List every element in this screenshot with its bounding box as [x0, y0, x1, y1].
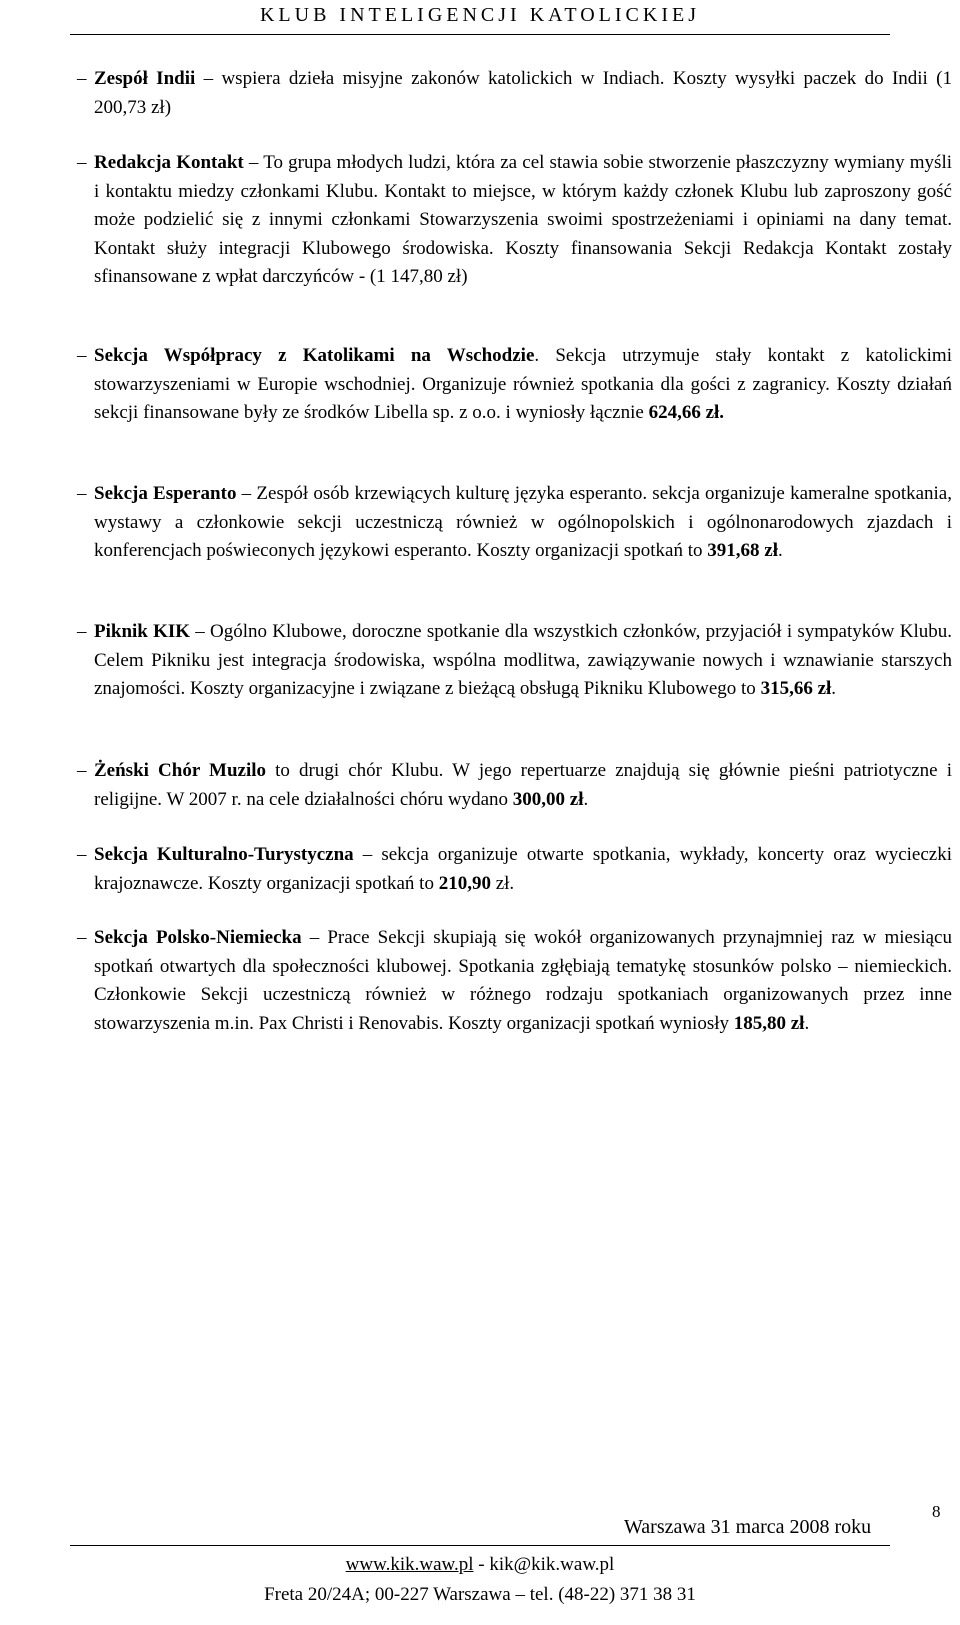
section-zespol-indii	[77, 65, 953, 122]
section-text-end: .	[777, 540, 783, 561]
bullet-dash: –	[77, 152, 87, 173]
email-address[interactable]: kik@kik.waw.pl	[489, 1554, 615, 1575]
header-divider	[70, 34, 890, 35]
section-redakcja-kontakt	[77, 149, 952, 292]
bullet-dash: –	[77, 760, 87, 781]
header-title: KLUB INTELIGENCJI KATOLICKIEJ	[259, 4, 701, 26]
bullet-dash: –	[77, 345, 87, 366]
bullet-dash: –	[77, 68, 87, 89]
section-text: – wspiera dzieła misyjne zakonów katolickich w Indiach. Koszty wysyłki paczek do Indii (1 200,73 zł)	[94, 68, 953, 118]
section-cost: 391,68 zł	[707, 540, 778, 561]
footer-divider	[70, 1545, 890, 1546]
footer-separator: -	[473, 1554, 490, 1575]
section-kulturalno-turystyczna	[77, 841, 952, 898]
section-cost: 624,66 zł.	[648, 402, 725, 423]
section-title: Sekcja Kulturalno-Turystyczna	[94, 844, 354, 865]
section-text: to drugi chór Klubu. W jego repertuarze znajdują się głównie pieśni patriotyczne i religijne. W 2007 r. na cele działalności chóru wydano	[94, 760, 953, 810]
section-wspolpraca-wschod	[77, 342, 952, 428]
section-title: Redakcja Kontakt	[94, 152, 244, 173]
section-cost: 315,66 zł	[760, 678, 832, 699]
section-text: – Ogólno Klubowe, doroczne spotkanie dla wszystkich członków, przyjaciół i sympatyków Klubu. Celem Pikniku jest integracja środowiska, wspólna modlitwa, zawiązywanie nowych i wznawianie starszych znajomości. Koszty organizacyjne i związane z bieżącą obsługą Pikniku Klubowego to	[94, 621, 952, 699]
bullet-dash: –	[77, 483, 87, 504]
section-esperanto	[77, 480, 952, 566]
section-title: Sekcja Esperanto	[94, 483, 237, 504]
section-text: – Zespół osób krzewiących kulturę języka esperanto. sekcja organizuje kameralne spotkania, wystawy a członkowie sekcji uczestniczą również w ogólnopolskich i ogólnonarodowych zjazdach i konferencjach poświeconych językowi esperanto. Koszty organizacji spotkań to	[94, 483, 952, 561]
section-chor-muzilo	[77, 757, 953, 814]
section-text: – To grupa młodych ludzi, która za cel stawia sobie stworzenie płaszczyzny wymiany myśli i kontaktu miedzy członkami Klubu. Kontakt to miejsce, w którym każdy członek Klubu lub zaproszony gość może podzielić się z innymi członkami Stowarzyszenia swoimi spostrzeżeniami i opiniami na dany temat. Kontakt służy integracji Klubowego środowiska. Koszty finansowania Sekcji Redakcja Kontakt zostały sfinansowane z wpłat darczyńców - (1 147,80 zł)	[94, 152, 952, 287]
footer-contact-line	[0, 1554, 960, 1576]
section-cost: 210,90	[438, 872, 491, 894]
section-text: – sekcja organizuje otwarte spotkania, wykłady, koncerty oraz wycieczki krajoznawcze. Koszty organizacji spotkań to	[94, 844, 952, 894]
section-polsko-niemiecka	[77, 924, 952, 1038]
section-text: . Sekcja utrzymuje stały kontakt z katolickimi stowarzyszeniami w Europie wschodniej. Organizuje również spotkania dla gości z zagranicy. Koszty działań sekcji finansowane były ze środków Libella sp. z o.o. i wyniosły łącznie	[94, 345, 952, 423]
footer-date: Warszawa 31 marca 2008 roku	[624, 1516, 872, 1538]
bullet-dash: –	[77, 844, 87, 865]
bullet-dash: –	[77, 621, 87, 642]
section-cost: 300,00 zł	[512, 788, 584, 810]
footer-address: Freta 20/24A; 00-227 Warszawa – tel. (48-22) 371 38 31	[264, 1584, 696, 1605]
section-cost: 185,80 zł	[733, 1012, 805, 1034]
section-text-end: .	[583, 788, 589, 810]
section-piknik-kik	[77, 618, 952, 704]
section-title: Zespół Indii	[94, 68, 196, 89]
section-text-end: .	[804, 1012, 810, 1034]
section-title: Żeński Chór Muzilo	[94, 760, 267, 781]
section-title: Sekcja Współpracy z Katolikami na Wschodzie	[94, 345, 535, 366]
section-text: – Prace Sekcji skupiają się wokół organizowanych przynajmniej raz w miesiącu spotkań otwartych dla społeczności klubowej. Spotkania zgłębiają tematykę stosunków polsko – niemieckich. Członkowie Sekcji uczestniczą również w różnego rodzaju spotkaniach organizowanych przez inne stowarzyszenia m.in. Pax Christi i Renovabis. Koszty organizacji spotkań wyniosły	[94, 927, 952, 1034]
section-title: Piknik KIK	[94, 621, 191, 642]
section-title: Sekcja Polsko-Niemiecka	[94, 927, 302, 948]
page-number: 8	[932, 1502, 941, 1521]
section-text-end: zł.	[490, 872, 515, 894]
bullet-dash: –	[77, 927, 87, 948]
section-text-end: .	[831, 678, 837, 699]
website-link[interactable]: www.kik.waw.pl	[345, 1554, 474, 1575]
